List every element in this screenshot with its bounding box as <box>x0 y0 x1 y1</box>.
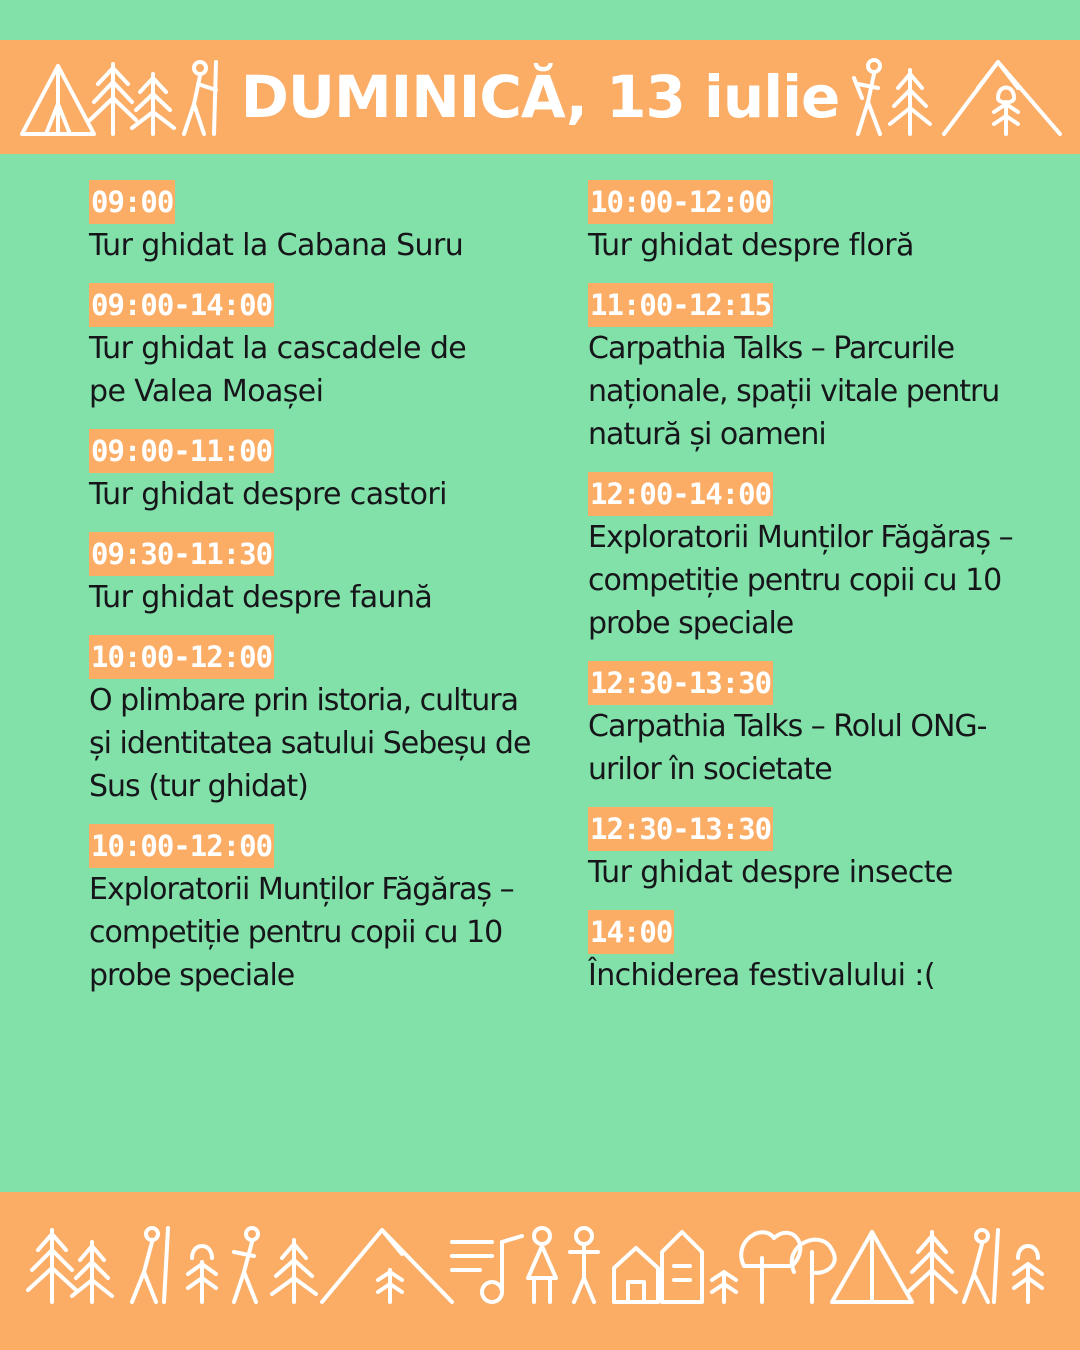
schedule-item <box>588 283 1058 456</box>
house-icon <box>614 1232 702 1302</box>
event-description: O plimbare prin istoria, cultura și identitatea satului Sebeșu de Sus (tur ghidat) <box>89 683 531 804</box>
time-badge: 14:00 <box>588 910 674 954</box>
time-badge: 09:30-11:30 <box>89 532 274 576</box>
footer-band <box>0 1192 1080 1350</box>
time-badge: 12:30-13:30 <box>588 661 773 705</box>
tent-icon <box>832 1232 912 1302</box>
pine-tree-icon <box>890 70 930 134</box>
schedule-item <box>588 910 1058 997</box>
schedule-item <box>89 824 539 997</box>
hiker-icon <box>132 1228 168 1302</box>
time-badge: 11:00-12:15 <box>588 283 773 327</box>
event-description: Exploratorii Munților Făgăraș – competiție pentru copii cu 10 probe speciale <box>89 872 514 993</box>
schedule-left-column <box>89 180 539 1013</box>
music-note-icon <box>452 1236 522 1302</box>
schedule-item <box>588 807 1058 894</box>
pine-tree-icon <box>72 1242 112 1302</box>
pine-tree-icon <box>28 1230 76 1302</box>
flower-icon <box>378 1270 402 1302</box>
schedule-item <box>89 180 539 267</box>
time-badge: 10:00-12:00 <box>89 824 274 868</box>
mountain-icon <box>944 62 1060 134</box>
flower-icon <box>994 88 1018 135</box>
hiker-icon <box>854 60 880 134</box>
flower-icon <box>188 1246 216 1302</box>
nature-decoration-right <box>848 54 1064 140</box>
event-description: Tur ghidat la Cabana Suru <box>89 228 464 263</box>
time-badge: 09:00 <box>89 180 175 224</box>
flower-icon <box>1014 1246 1042 1302</box>
time-badge: 10:00-12:00 <box>588 180 773 224</box>
schedule-item <box>588 180 1058 267</box>
schedule-item <box>588 661 1058 791</box>
schedule-item <box>588 472 1058 645</box>
nature-decoration-footer <box>22 1222 1052 1308</box>
flower-icon <box>712 1272 736 1302</box>
time-badge: 12:00-14:00 <box>588 472 773 516</box>
header-band <box>0 40 1080 154</box>
page-title: DUMINICĂ, 13 iulie <box>240 63 840 131</box>
tree-icon <box>741 1232 835 1302</box>
event-description: Tur ghidat despre insecte <box>588 855 953 890</box>
event-description: Tur ghidat despre castori <box>89 477 447 512</box>
pine-tree-icon <box>908 1232 956 1302</box>
event-description: Tur ghidat la cascadele de pe Valea Moașei <box>89 331 467 409</box>
event-description: Tur ghidat despre faună <box>89 580 433 615</box>
people-icon <box>528 1228 598 1302</box>
hiker-icon <box>964 1230 998 1302</box>
schedule-item <box>89 283 539 413</box>
event-description: Închiderea festivalului :( <box>588 958 935 993</box>
mountain-icon <box>322 1230 452 1302</box>
event-description: Tur ghidat despre floră <box>588 228 914 263</box>
hiker-icon <box>234 1228 258 1302</box>
time-badge: 12:30-13:30 <box>588 807 773 851</box>
schedule-item <box>89 429 539 516</box>
pine-tree-icon <box>272 1240 316 1302</box>
event-description: Exploratorii Munților Făgăraș – competiție pentru copii cu 10 probe speciale <box>588 520 1013 641</box>
schedule-item <box>89 635 539 808</box>
event-description: Carpathia Talks – Parcurile naționale, spații vitale pentru natură și oameni <box>588 331 1000 452</box>
time-badge: 09:00-14:00 <box>89 283 274 327</box>
schedule-item <box>89 532 539 619</box>
schedule-right-column <box>588 180 1058 1013</box>
time-badge: 09:00-11:00 <box>89 429 274 473</box>
event-description: Carpathia Talks – Rolul ONG-urilor în societate <box>588 709 987 787</box>
time-badge: 10:00-12:00 <box>89 635 274 679</box>
